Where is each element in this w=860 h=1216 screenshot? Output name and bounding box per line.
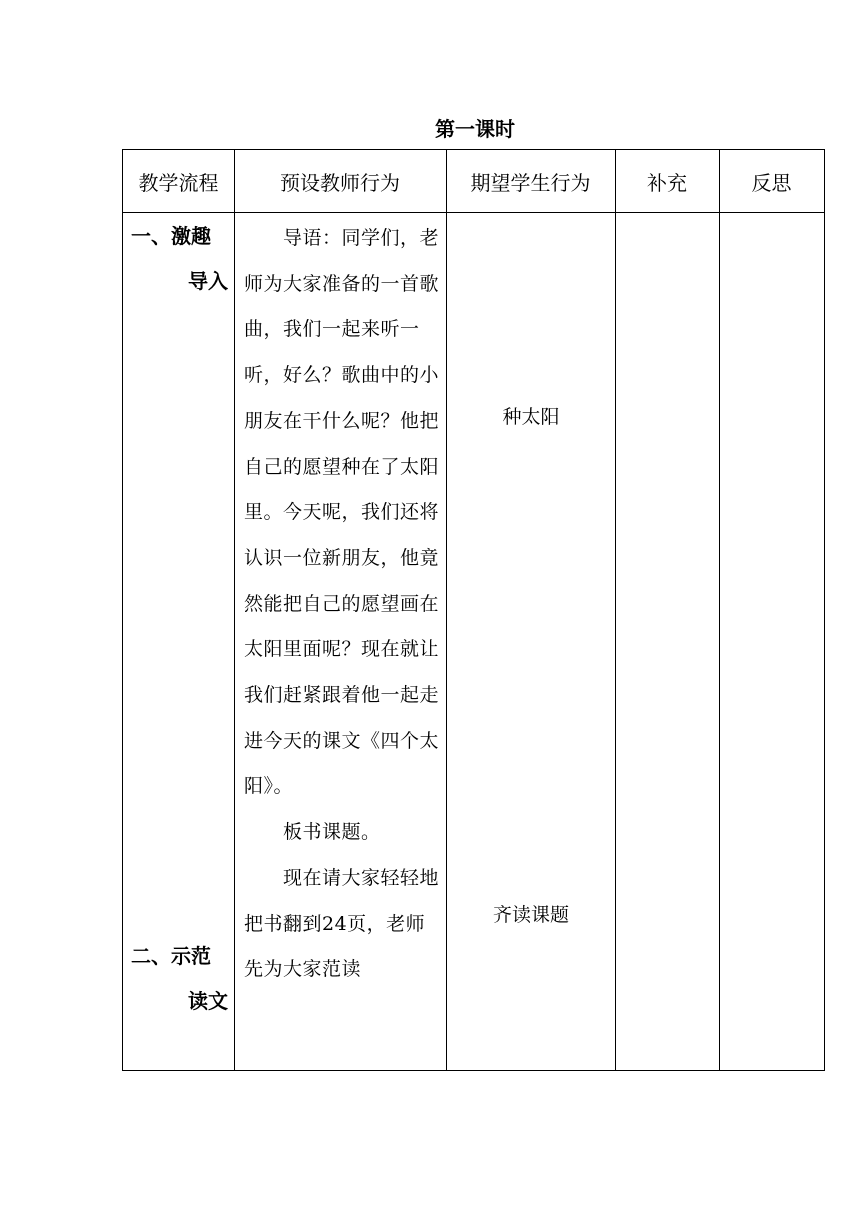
step-intro	[131, 214, 228, 304]
student-response-sun: 种太阳	[502, 406, 560, 428]
header-teaching-flow: 教学流程	[138, 170, 219, 195]
teacher-paragraph-intro: 导语：同学们，老师为大家准备的一首歌曲，我们一起来听一听，好么？歌曲中的小朋友在干什么呢？他把自己的愿望种在了太阳里。今天呢，我们还将认识一位新朋友，他竟然能把自己的愿望画在太阳里面呢？现在就让我们赶紧跟着他一起走进今天的课文《四个太阳》。	[244, 227, 440, 798]
step-model-line2: 读文	[188, 989, 228, 1013]
lesson-table	[122, 149, 825, 1071]
header-teacher-behavior: 预设教师行为	[280, 170, 400, 195]
teacher-behavior-text	[244, 216, 440, 993]
column-divider	[719, 150, 720, 1070]
step-model-reading	[131, 934, 228, 1024]
page-title: 第一课时	[435, 117, 515, 141]
step-model-line1: 二、示范	[131, 944, 211, 968]
teacher-paragraph-board: 板书课题。	[244, 821, 381, 844]
header-reflection: 反思	[751, 170, 792, 195]
header-supplement: 补充	[647, 170, 687, 195]
column-divider	[234, 150, 235, 1070]
header-divider	[123, 212, 824, 213]
teacher-paragraph-reading: 现在请大家轻轻地把书翻到24页，老师先为大家范读	[244, 866, 440, 981]
step-intro-line2: 导入	[188, 269, 228, 293]
step-intro-line1: 一、激趣	[131, 224, 211, 248]
column-divider	[615, 150, 616, 1070]
student-response-read-title: 齐读课题	[492, 904, 569, 926]
column-divider	[446, 150, 447, 1070]
header-student-behavior: 期望学生行为	[470, 170, 591, 195]
